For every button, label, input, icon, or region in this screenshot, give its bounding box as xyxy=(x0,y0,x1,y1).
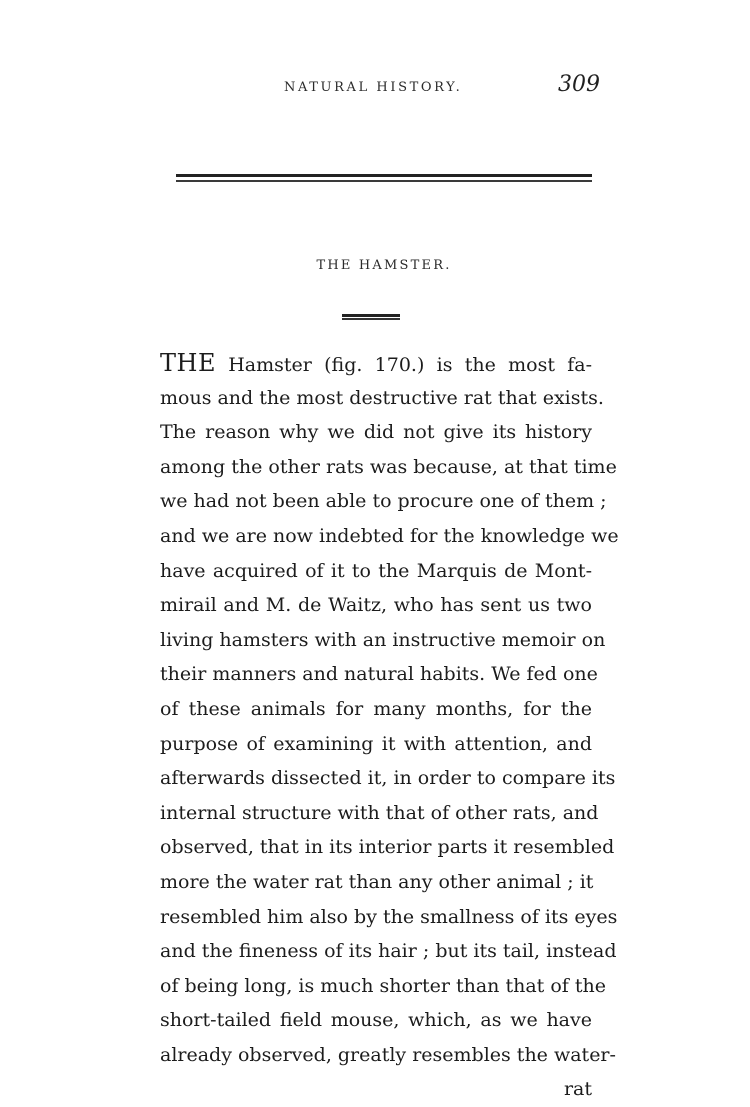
text-line: afterwards dissected it, in order to compare its xyxy=(160,767,616,790)
text-line: The reason why we did not give its history xyxy=(160,421,592,444)
header-rule-thick xyxy=(176,174,592,177)
text-line: resembled him also by the smallness of its eyes xyxy=(160,905,618,928)
text-line: more the water rat than any other animal ; it xyxy=(160,870,594,893)
text-line: and the fineness of its hair ; but its tail, instead xyxy=(160,940,617,963)
running-title: NATURAL HISTORY. xyxy=(284,80,463,95)
text-line: among the other rats was because, at that time xyxy=(160,455,617,478)
text-line: purpose of examining it with attention, and xyxy=(160,732,592,755)
text-line: mirail and M. de Waitz, who has sent us two xyxy=(160,594,592,617)
text-line: living hamsters with an instructive memoir on xyxy=(160,628,606,651)
text-line xyxy=(160,346,592,381)
text-line: mous and the most destructive rat that exists. xyxy=(160,386,604,409)
header-rule xyxy=(176,174,592,182)
body-text xyxy=(160,346,619,1107)
running-head xyxy=(160,72,600,102)
catchword: rat xyxy=(563,1078,592,1101)
text-line: of these animals for many months, for the xyxy=(160,697,592,720)
text-line-content: Hamster (fig. 170.) is the most fa- xyxy=(228,354,592,376)
page-number: 309 xyxy=(558,72,600,97)
text-line: their manners and natural habits. We fed one xyxy=(160,663,598,686)
text-line: we had not been able to procure one of them ; xyxy=(160,490,607,513)
text-line: internal structure with that of other rats, and xyxy=(160,801,599,824)
text-line: short-tailed field mouse, which, as we have xyxy=(160,1009,592,1032)
section-rule xyxy=(342,314,400,320)
text-line: have acquired of it to the Marquis de Mont- xyxy=(160,559,592,582)
text-line: already observed, greatly resembles the water- xyxy=(160,1043,616,1066)
section-rule-thick xyxy=(342,314,400,317)
text-line: observed, that in its interior parts it resembled xyxy=(160,836,615,859)
header-rule-thin xyxy=(176,180,592,182)
text-line: of being long, is much shorter than that of the xyxy=(160,974,606,997)
opening-word: THE xyxy=(160,349,216,377)
section-rule-thin xyxy=(342,318,400,320)
section-title: THE HAMSTER. xyxy=(316,258,452,273)
text-line: and we are now indebted for the knowledge we xyxy=(160,524,619,547)
